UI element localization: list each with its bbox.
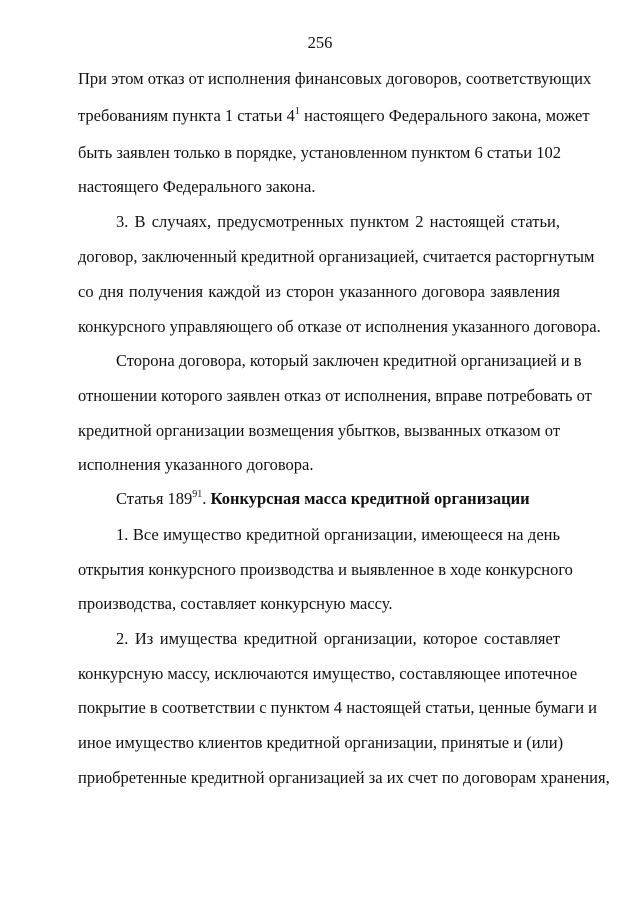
paragraph-line: договор, заключенный кредитной организацией, считается расторгнутым [78, 247, 595, 266]
paragraph-line: 2. Из имущества кредитной организации, которое составляет [116, 629, 560, 648]
paragraph-line: быть заявлен только в порядке, установленном пунктом 6 статьи 102 [78, 143, 561, 162]
paragraph-line: При этом отказ от исполнения финансовых договоров, соответствующих [78, 69, 592, 88]
paragraph-line: исполнения указанного договора. [78, 455, 314, 474]
paragraph-line: 1. Все имущество кредитной организации, имеющееся на день [116, 525, 560, 544]
paragraph-line: Сторона договора, который заключен кредитной организацией и в [116, 351, 582, 370]
paragraph-line: конкурсного управляющего об отказе от исполнения указанного договора. [78, 317, 601, 336]
paragraph-line: кредитной организации возмещения убытков, вызванных отказом от [78, 421, 561, 440]
paragraph-line: производства, составляет конкурсную массу. [78, 594, 393, 613]
article-number-superscript: 91 [192, 489, 203, 500]
paragraph-line: иное имущество клиентов кредитной организации, принятые и (или) [78, 733, 564, 752]
article-number: Статья 189 [116, 489, 193, 508]
paragraph-line: настоящего Федерального закона. [78, 177, 316, 196]
paragraph-line: 3. В случаях, предусмотренных пунктом 2 настоящей статьи, [116, 212, 560, 231]
paragraph-line: покрытие в соответствии с пунктом 4 настоящей статьи, ценные бумаги и [78, 698, 598, 717]
paragraph-line: со дня получения каждой из сторон указанного договора заявления [78, 282, 560, 301]
paragraph-line: отношении которого заявлен отказ от исполнения, вправе потребовать от [78, 386, 592, 405]
paragraph-line: требованиям пункта 1 статьи $4^1$ настоящего Федерального закона, может [78, 106, 590, 125]
page-number: 256 [307, 33, 333, 52]
article-title: Конкурсная масса кредитной организации [210, 489, 530, 508]
paragraph-line: конкурсную массу, исключаются имущество, составляющее ипотечное [78, 664, 578, 683]
article-heading: Статья $189^{91}$. Конкурсная масса кредитной организации [116, 489, 530, 508]
superscript: 1 [294, 106, 300, 117]
paragraph-line: открытия конкурсного производства и выявленное в ходе конкурсного [78, 560, 573, 579]
paragraph-line: приобретенные кредитной организацией за их счет по договорам хранения, [78, 768, 610, 787]
